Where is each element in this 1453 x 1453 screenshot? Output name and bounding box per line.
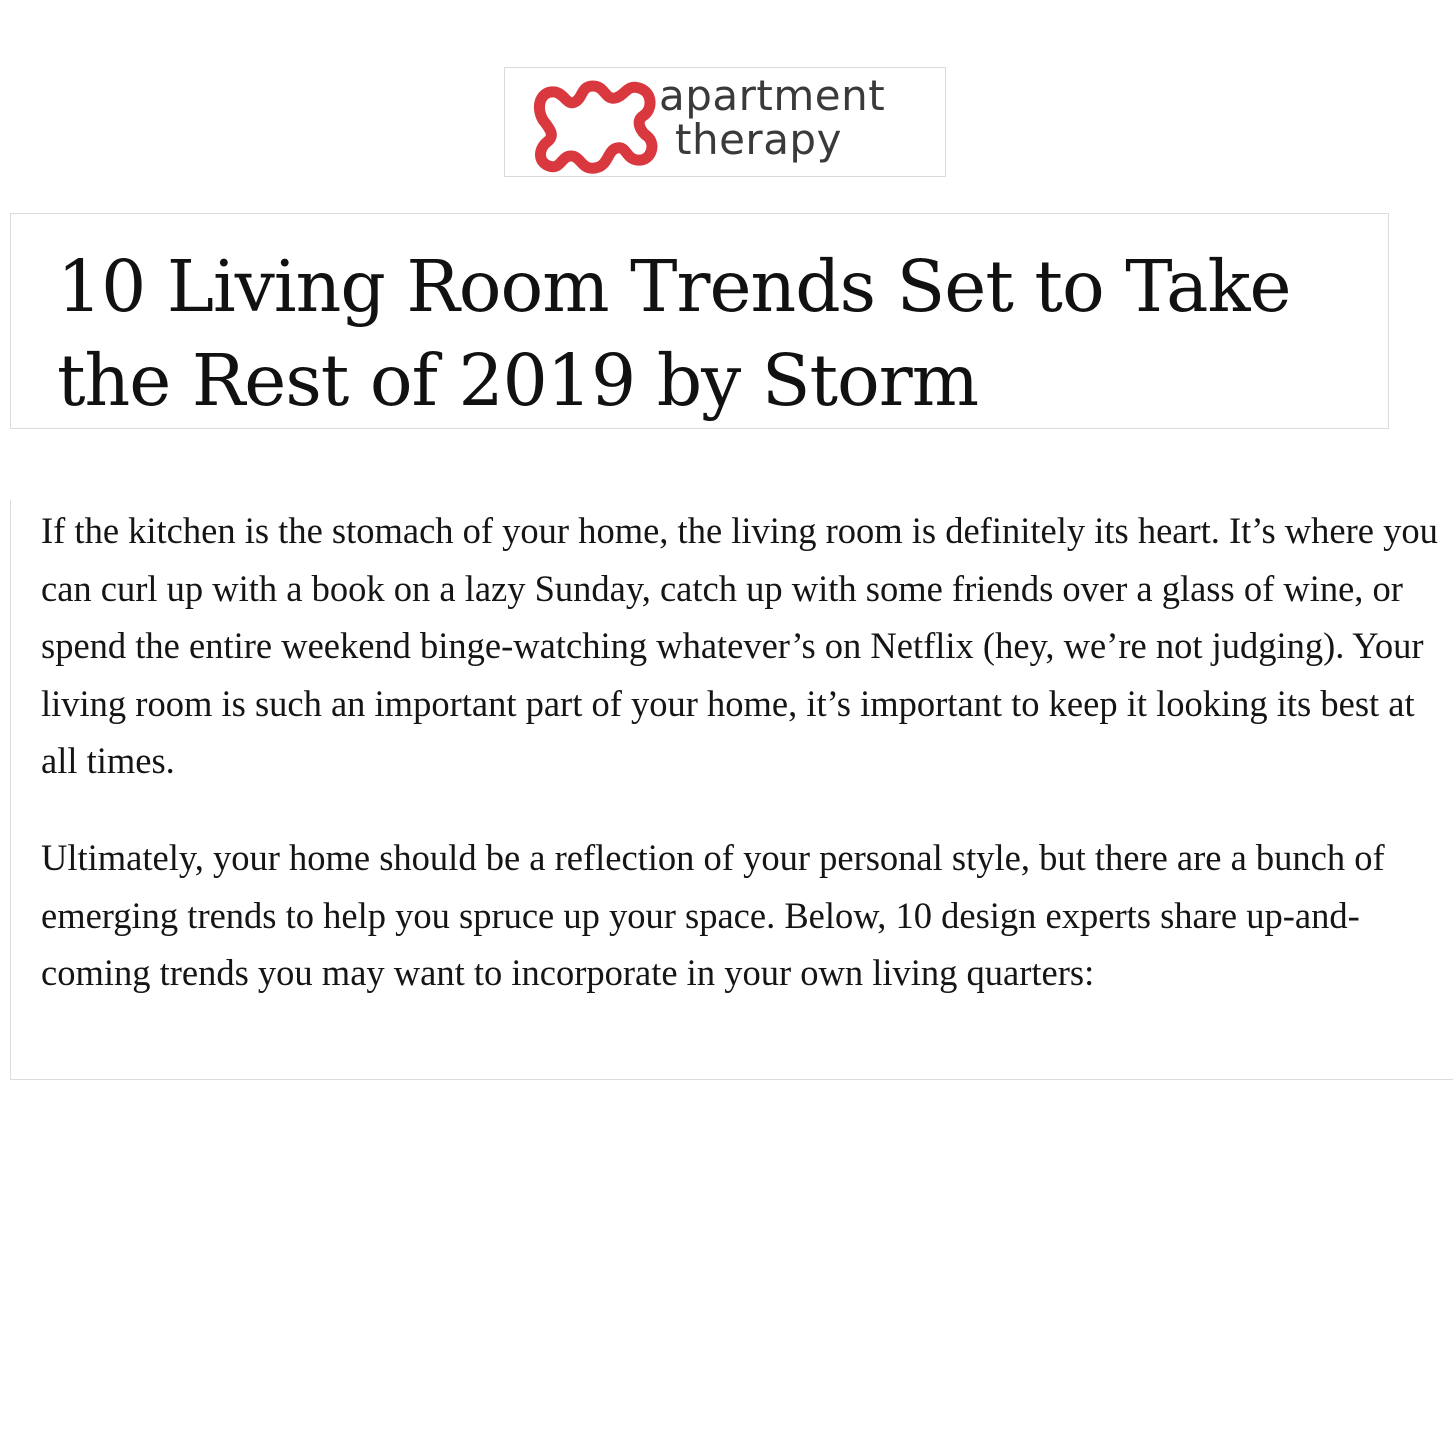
article-body [10,500,1453,1080]
site-logo[interactable] [504,67,946,177]
article-title: 10 Living Room Trends Set to Take the Rest of 2019 by Storm [57,245,1291,422]
title-panel [10,213,1389,429]
article-paragraph-2: Ultimately, your home should be a reflection of your personal style, but there are a bunch of emerging trends to help you spruce up your space. Below, 10 design experts share up-and-coming trends you may want to incorporate in your own living quarters: [41,837,1385,993]
logo-wordmark [659,71,886,164]
logo-text-line1: apartment [659,71,886,120]
squiggle-logo-icon [529,76,661,176]
logo-text-line2: therapy [675,115,842,164]
article-paragraph-1: If the kitchen is the stomach of your home, the living room is definitely its heart. It’s where you can curl up with a book on a lazy Sunday, catch up with some friends over a glass of wine, or spend the entire weekend binge-watching whatever’s on Netflix (hey, we’re not judging). Your living room is such an important part of your home, it’s important to keep it looking its best at all times. [41,510,1438,781]
